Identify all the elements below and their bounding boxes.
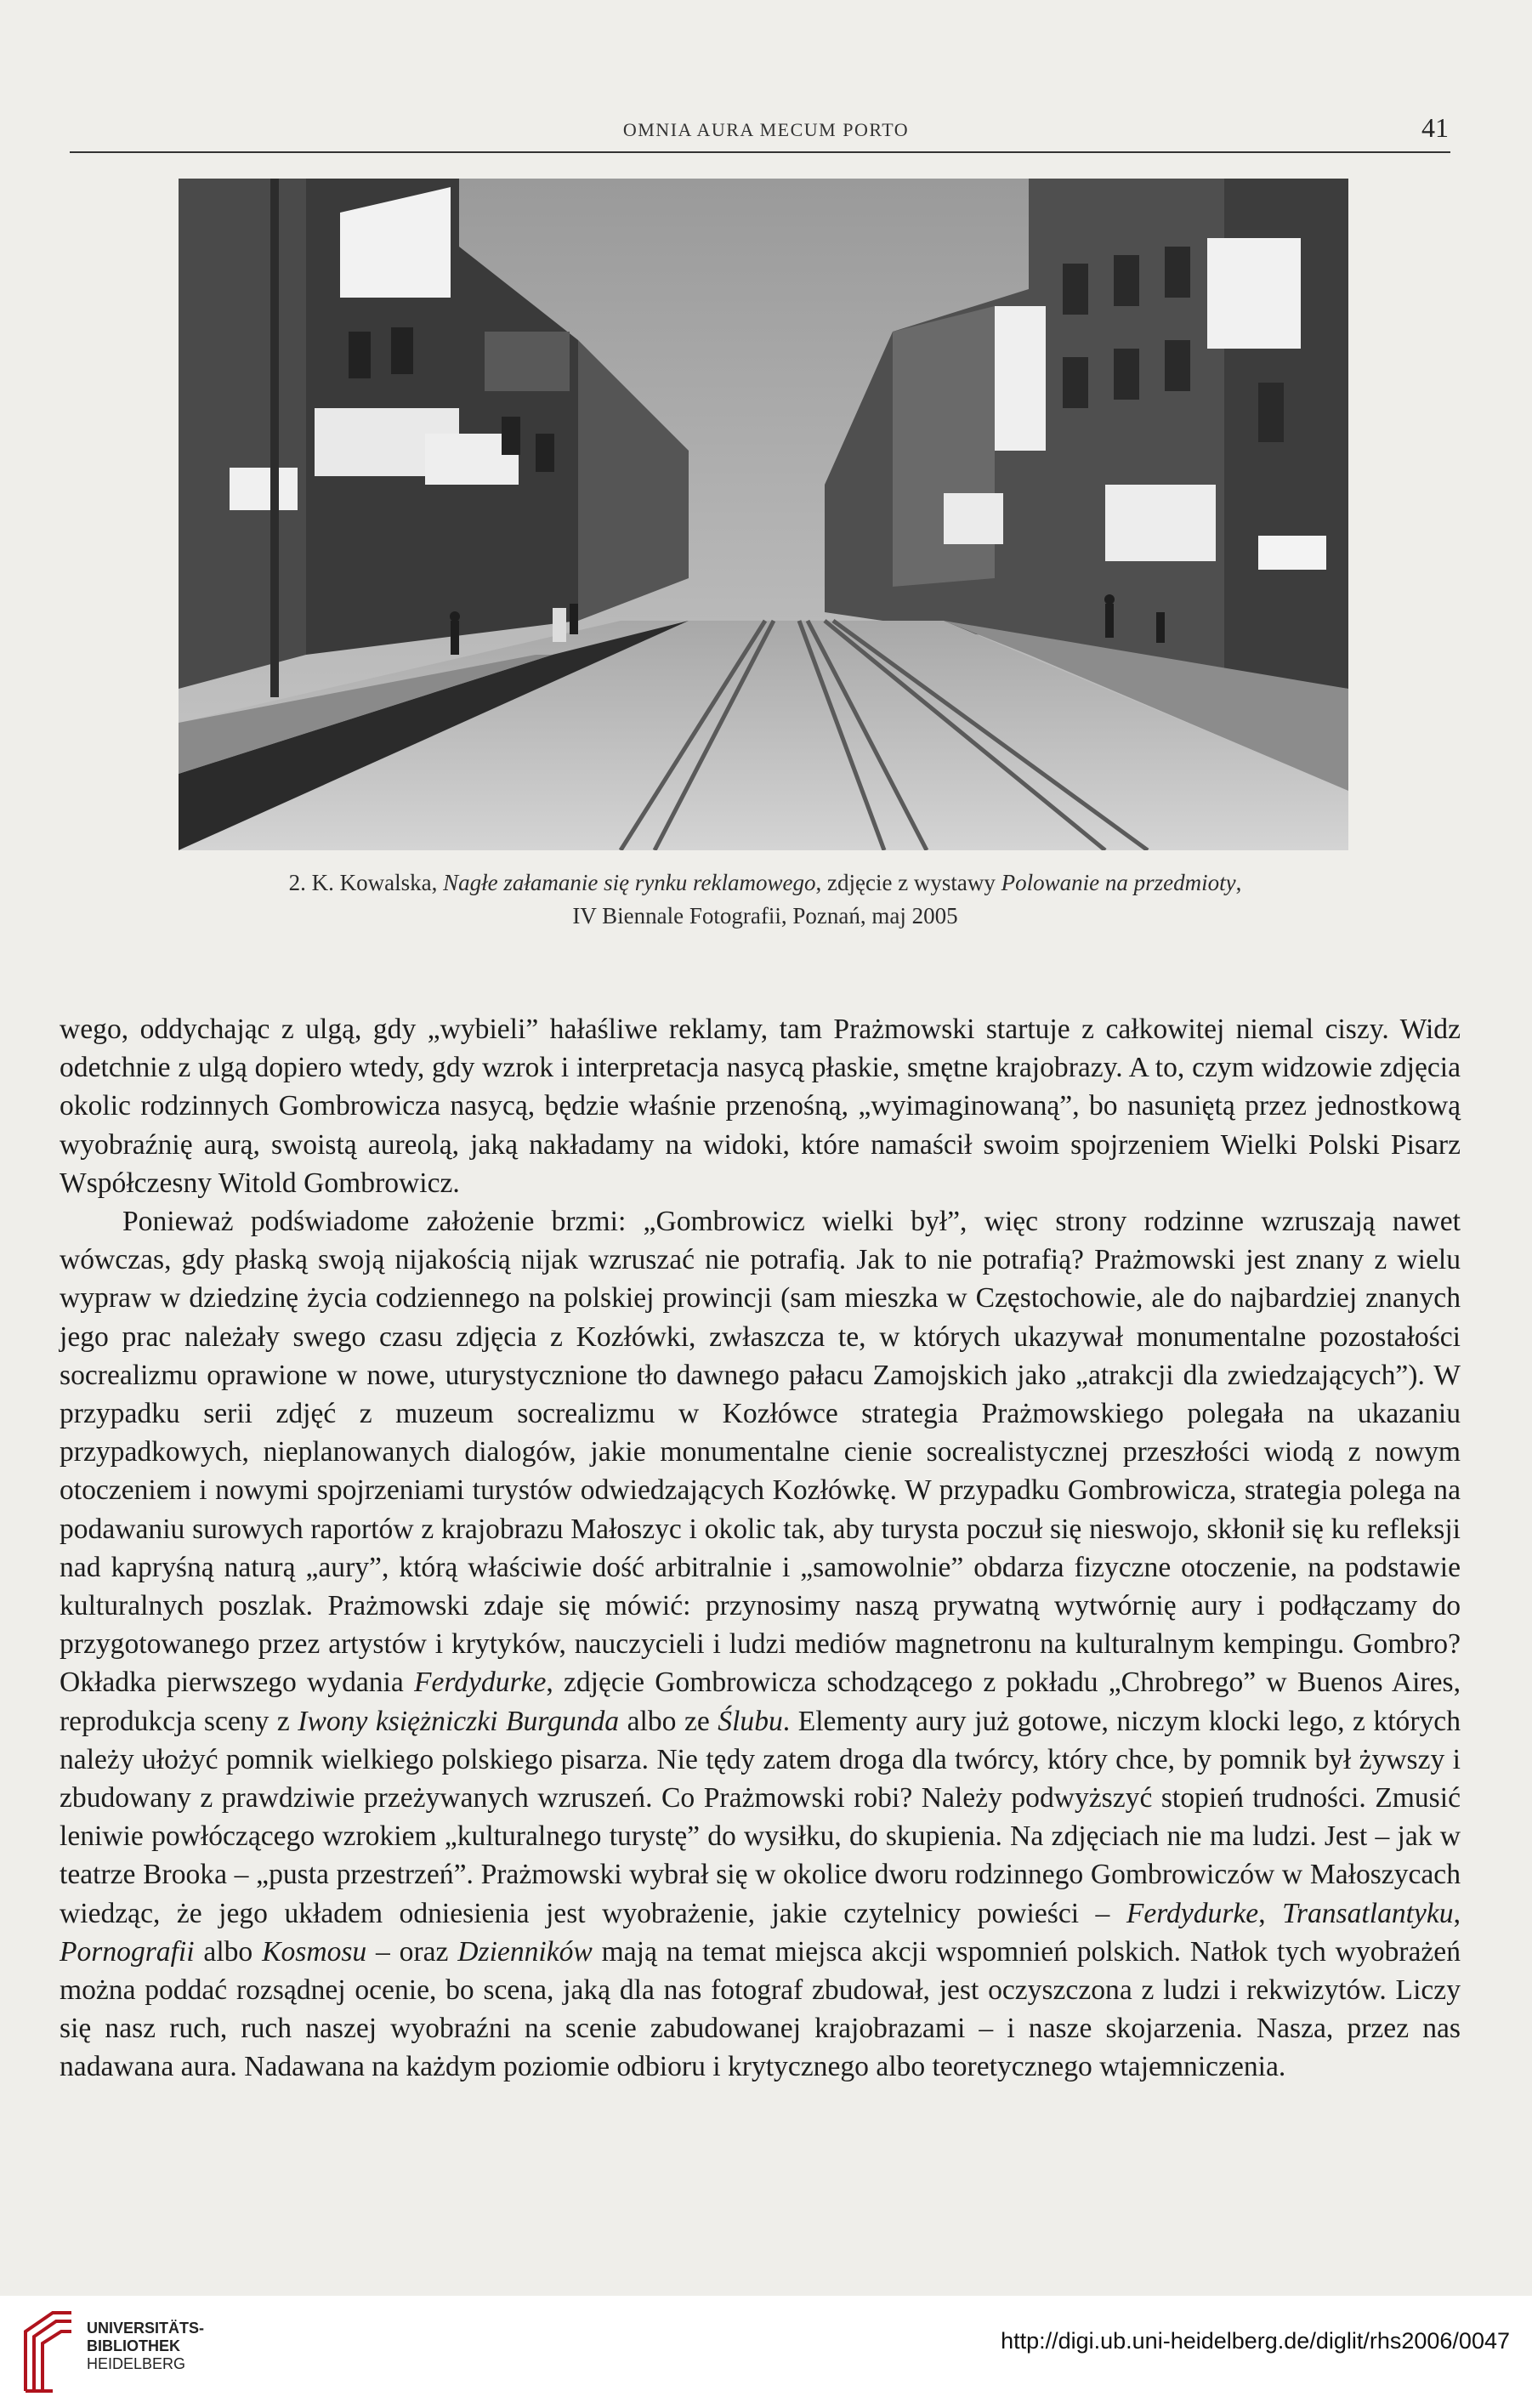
library-line-2: BIBLIOTHEK — [87, 2337, 180, 2354]
source-url-link[interactable]: http://digi.ub.uni-heidelberg.de/diglit/rhs2006/0047 — [1001, 2328, 1510, 2354]
p2-part-c: albo ze — [619, 1705, 718, 1737]
p2-part-a: Ponieważ podświadome założenie brzmi: „Gombrowicz wielki był”, więc strony rodzinne wzruszają nawet wówczas, gdy płaską swoją nijakością nijak wzruszać nie potrafią. Jak to nie potrafią? Prażmowski jest znany z wielu wypraw w dziedzinę życia codziennego na polskiej prowincji (sam mieszka w Częstochowie, ale do najbardziej znanych jego prac należały swego czasu zdjęcia z Kozłówki, zwłaszcza te, w których ukazywał monumentalne pozostałości socrealizmu oprawione w nowe, uturystycznione tło dawnego pałacu Zamojskich jako „atrakcji dla zwiedzających”). W przypadku serii zdjęć z muzeum socrealizmu w Kozłówce strategia Prażmowskiego polegała na ukazaniu przypadkowych, nieplanowanych dialogów, jakie monumentalne cienie socrealistycznej przeszłości wiodą z nowym otoczeniem i nowymi spojrzeniami turystów odwiedzających Kozłówkę. W przypadku Gombrowicza, strategia polega na podawaniu surowych raportów z krajobrazu Małoszyc i okolic tak, aby turysta poczuł się nieswojo, skłonił się ku refleksji nad kapryśną naturą „aury”, którą właściwie dość arbitralnie i „samowolnie” obdarza fizyczne otoczenie, na podstawie kulturalnych poszlak. Prażmowski zdaje się mówić: przynosimy naszą prywatną wytwórnię aury i podłączamy do przygotowanego przez artystów i krytyków, nauczycieli i ludzi mediów magnetronu na kulturalnym kempingu. Gombro? Okładka pierwszego wydania — [60, 1206, 1461, 1699]
street-photograph — [179, 179, 1348, 850]
caption-exhibition: Polowanie na przedmioty — [1001, 870, 1236, 895]
caption-mid: , zdjęcie z wystawy — [815, 870, 1001, 895]
library-line-1: UNIVERSITÄTS- — [87, 2320, 205, 2337]
library-line-3: HEIDELBERG — [87, 2355, 186, 2372]
title-ferdydurke: Ferdydurke — [413, 1667, 547, 1699]
article-body — [60, 1010, 1461, 2087]
library-name — [87, 2320, 204, 2373]
p2-part-g: albo — [194, 1935, 263, 1968]
caption-prefix: 2. K. Kowalska, — [288, 870, 444, 895]
running-title: OMNIA AURA MECUM PORTO — [622, 119, 910, 140]
paragraph-1: wego, oddychając z ulgą, gdy „wybieli” hałaśliwe reklamy, tam Prażmowski startuje z całkowitej niemal ciszy. Widz odetchnie z ulgą dopiero wtedy, gdy wzrok i interpretacja nasycą płaskie, smętne krajobrazy. A to, czym widzowie zdjęcia okolic rodzinnych Gombrowicza nasycą, będzie właśnie przenośną, „wyimaginowaną”, bo nasuniętą przez jednostkową wyobraźnię aurą, swoistą aureolą, jaką nakładamy na widoki, które namaścił swoim spojrzeniem Wielki Polski Pisarz Współczesny Witold Gombrowicz. — [60, 1014, 1461, 1199]
page-number: 41 — [1421, 112, 1449, 143]
paragraph-2 — [60, 1202, 1461, 2087]
p2-part-f: , — [1453, 1897, 1461, 1929]
library-logo-icon — [19, 2306, 78, 2398]
street-photo-drawing — [179, 179, 1348, 850]
caption-line-1 — [128, 866, 1403, 900]
caption-line-2: IV Biennale Fotografii, Poznań, maj 2005 — [572, 903, 958, 929]
title-ferdydurke-2: Ferdydurke — [1126, 1897, 1259, 1929]
caption-title: Nagłe załamanie się rynku reklamowego — [443, 870, 816, 895]
header-rule — [70, 151, 1450, 153]
title-kosmos: Kosmosu — [262, 1935, 367, 1968]
title-slubu: Ślubu — [718, 1705, 783, 1737]
caption-end: , — [1235, 870, 1242, 895]
p2-part-d: . Elementy aury już gotowe, niczym klocki lego, z których należy ułożyć pomnik wielkiego polskiego pisarza. Nie tędy zatem droga dla twórcy, który chce, by pomnik był żywszy i zbudowany z prawdziwie przeżywanych wzruszeń. Co Prażmowski robi? Należy podwyższyć stopień trudności. Zmusić leniwie powłóczącego wzrokiem „kulturalnego turystę” do wysiłku, do skupienia. Na zdjęciach nie ma ludzi. Jest – jak w teatrze Brooka – „pusta przestrzeń”. Prażmowski wybrał się w okolice dworu rodzinnego Gombrowiczów w Małoszycach wiedząc, że jego układem odniesienia jest wyobrażenie, jakie czytelnicy powieści – — [60, 1705, 1461, 1929]
p2-part-i: mają na temat miejsca akcji wspomnień polskich. Natłok tych wyobrażeń można poddać rozsądnej ocenie, bo scena, jaką dla nas fotograf zbudował, jest oczyszczona z ludzi i rekwizytów. Liczy się nasz ruch, ruch naszej wyobraźni na scenie zabudowanej krajobrazami – i nasze skojarzenia. Nasza, przez nas nadawana aura. Nadawana na każdym poziomie odbioru i krytycznego albo teoretycznego wtajemniczenia. — [60, 1935, 1461, 2083]
p2-part-h: – oraz — [366, 1935, 458, 1968]
figure-caption — [128, 866, 1403, 933]
p2-part-e: , — [1258, 1897, 1283, 1929]
title-iwona: Iwony księżniczki Burgunda — [298, 1705, 620, 1737]
title-dzienniki: Dzienników — [457, 1935, 593, 1968]
title-pornografia: Pornografii — [60, 1935, 195, 1968]
p2-part-b: , zdjęcie Gombrowicza schodzącego z pokładu „Chrobrego” w Buenos Aires, reprodukcja sceny z — [60, 1667, 1461, 1737]
title-transatlantyk: Transatlantyku — [1282, 1897, 1454, 1929]
